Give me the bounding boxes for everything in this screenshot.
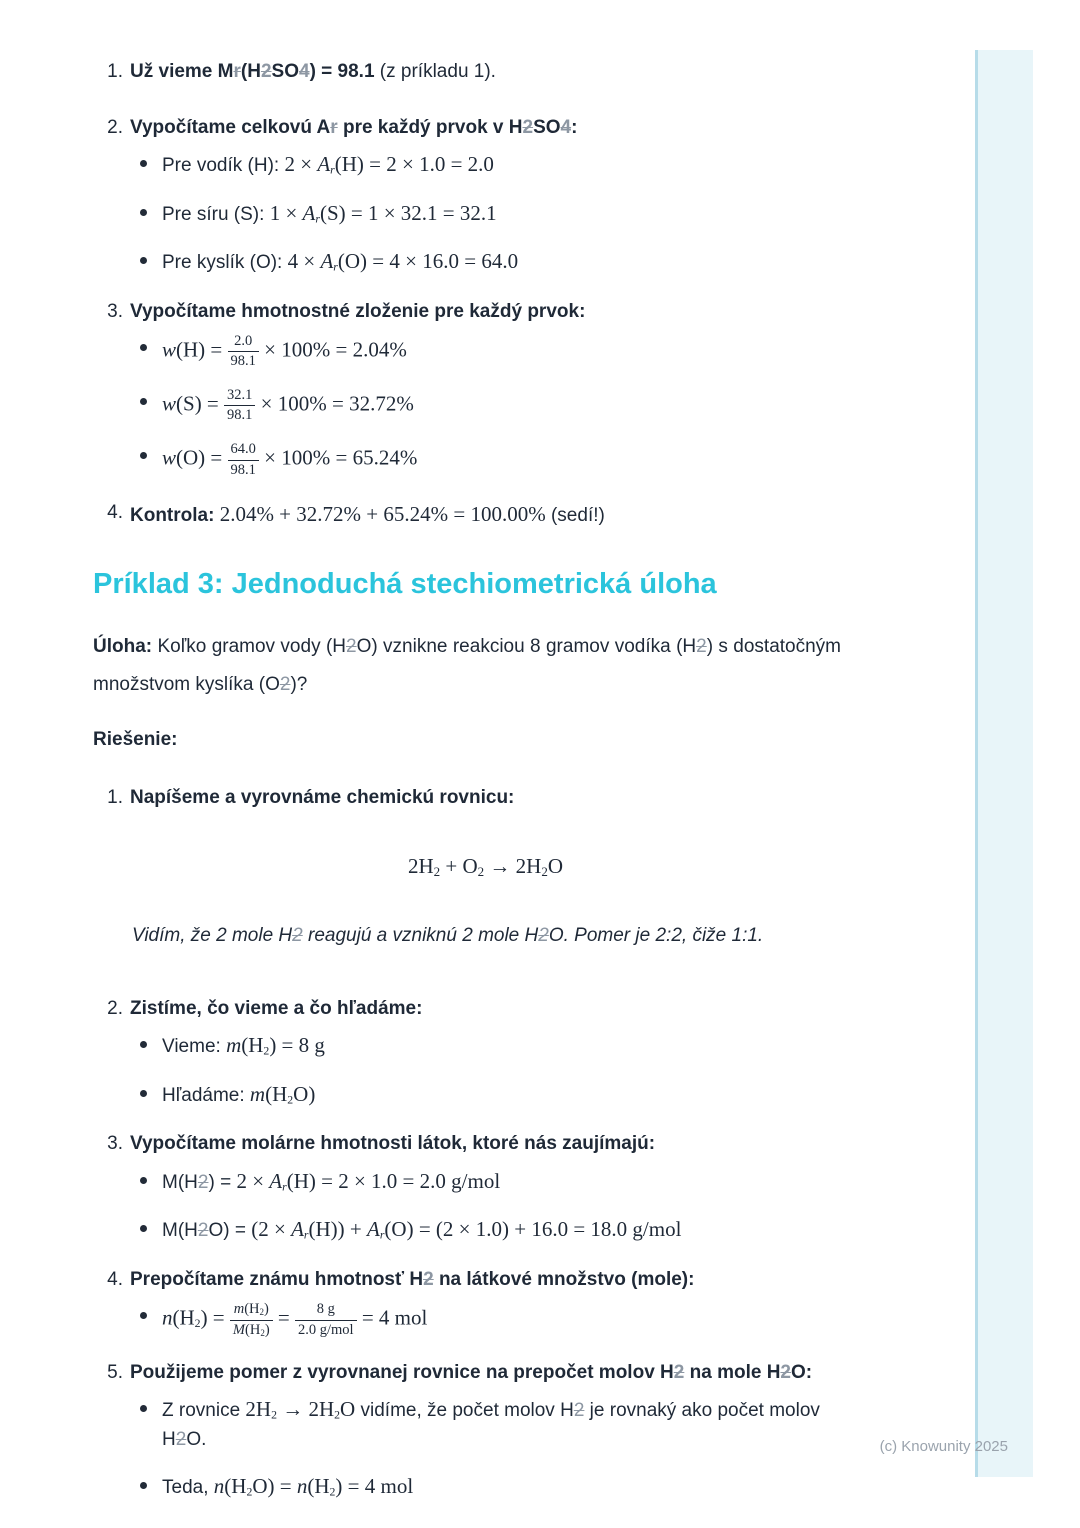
fraction-numerator [224, 387, 255, 406]
text-segment: Koľko gramov vody (H [152, 635, 346, 657]
text-segment: O [340, 1397, 356, 1422]
bullet-item [140, 149, 841, 181]
fraction [295, 1301, 357, 1338]
text-segment: 2 × [236, 1168, 270, 1193]
text-segment: w [162, 446, 177, 471]
text-segment: n [162, 1306, 173, 1331]
chemical-equation [130, 851, 841, 883]
text-segment: pre každý prvok v H [337, 116, 523, 138]
text-segment: w [162, 391, 177, 416]
text-segment: 98.1 [230, 353, 256, 370]
bullet-text [162, 441, 841, 478]
bullet-text [162, 246, 841, 278]
text-segment: M(H [162, 1171, 198, 1193]
text-segment: A [317, 152, 331, 176]
text-segment: Vypočítame hmotnostné zloženie pre každý prvok: [130, 300, 586, 322]
copyright-footer: (c) Knowunity 2025 [879, 1438, 1008, 1455]
text-segment: (H) = 2 × 1.0 = 2.0 g/mol [286, 1168, 501, 1193]
bullet-icon [140, 1177, 147, 1184]
text-segment: m [249, 1081, 266, 1106]
text-segment: ) = [200, 1306, 230, 1331]
text-segment: vidíme, že počet molov H [355, 1400, 574, 1422]
bullet-text [162, 1394, 841, 1454]
fraction-numerator [228, 441, 259, 460]
text-segment: O. Pomer je 2:2, čiže 1:1. [548, 925, 764, 947]
text-segment: ) [264, 1321, 270, 1338]
fraction [224, 387, 255, 424]
subscript-marker: 4 [560, 116, 572, 138]
bullet-text [162, 1214, 841, 1246]
text-segment: → 2H [276, 1397, 335, 1422]
list-number: 1. [107, 787, 123, 809]
text-segment: ) = 4 mol [335, 1474, 414, 1499]
text-segment: 4 × [287, 249, 321, 273]
text-segment: O) = [208, 1220, 252, 1242]
text-segment: 32.1 [227, 387, 253, 404]
list-item [93, 784, 841, 975]
ordered-list [93, 58, 841, 537]
bullet-item [140, 1471, 841, 1503]
text-segment: 2 [287, 1093, 294, 1107]
list-item [93, 1266, 841, 1339]
text-segment: r [379, 1229, 385, 1243]
subscript-marker: 2 [522, 116, 534, 138]
text-segment: 2 [263, 1045, 270, 1059]
text-segment: Vypočítame celkovú A [130, 116, 331, 138]
text-segment: (H) = 2 × 1.0 = 2.0 [334, 152, 494, 176]
text-segment: A [367, 1217, 380, 1242]
text-segment: 2 [260, 1327, 265, 1338]
bullet-icon [140, 209, 147, 216]
list-item [93, 995, 841, 1111]
bullet-icon [140, 398, 147, 405]
bullet-text [162, 1471, 841, 1503]
text-segment: 2 [259, 1307, 264, 1318]
bullet-text [162, 1301, 841, 1338]
text-segment: r [330, 163, 335, 177]
text-segment: 2.0 g/mol [298, 1321, 354, 1338]
bullet-text [162, 1166, 841, 1198]
text-segment: 2H [407, 853, 434, 878]
fraction-denominator [228, 461, 259, 479]
subscript-marker: 2 [197, 1171, 209, 1193]
text-segment: (H [224, 1474, 247, 1499]
text-segment: M [232, 1321, 245, 1338]
text-segment: r [315, 212, 320, 226]
list-item-body [130, 995, 841, 1111]
bullet-text [162, 1079, 841, 1111]
text-segment: 64.0 [230, 441, 256, 458]
text-segment: + O [440, 853, 478, 878]
text-segment: : [571, 116, 578, 138]
text-segment: O [547, 853, 564, 878]
text-segment: Teda, [162, 1477, 214, 1499]
text-segment: Z rovnice [162, 1400, 246, 1422]
list-number: 4. [107, 1268, 123, 1290]
subscript-marker: 2 [346, 635, 357, 657]
text-segment: (H [241, 1033, 264, 1058]
text-segment: n [296, 1474, 308, 1499]
solution-label [93, 726, 841, 755]
text-segment: r [333, 260, 338, 274]
text-segment: 2.04% + 32.72% + 65.24% = 100.00% [214, 501, 546, 526]
text-segment: (H [240, 61, 261, 82]
text-segment: SO [533, 116, 561, 138]
list-item-body [130, 1359, 841, 1503]
list-item-body [130, 499, 841, 538]
text-segment: (H [245, 1321, 261, 1338]
text-segment: (O) = 4 × 16.0 = 64.0 [337, 249, 519, 273]
text-segment: 2 [329, 1485, 336, 1499]
bullet-text [162, 387, 841, 424]
fraction [228, 333, 259, 370]
list-item-body [130, 114, 841, 278]
text-segment: m [226, 1033, 242, 1058]
bullet-item [140, 1214, 841, 1246]
text-segment: × 100% = 65.24% [258, 446, 418, 471]
list-item [93, 1130, 841, 1246]
text-segment: Riešenie: [93, 728, 178, 750]
text-segment: Kontrola: [130, 504, 215, 526]
list-item [93, 298, 841, 479]
bullet-item [140, 441, 841, 478]
text-segment: 2.0 [234, 333, 253, 349]
text-segment: O) = [252, 1474, 297, 1499]
text-segment: (H [307, 1474, 330, 1499]
text-segment: A [302, 200, 316, 225]
bullet-item [140, 333, 841, 370]
text-segment: Vieme: [162, 1036, 227, 1058]
text-segment: Pre síru (S): [162, 203, 270, 225]
text-segment: ) [264, 1301, 269, 1318]
text-segment: na mole H [684, 1361, 781, 1383]
text-segment: r [282, 1180, 287, 1194]
text-segment: (H)) + [308, 1217, 367, 1242]
text-segment: Použijeme pomer z vyrovnanej rovnice na prepočet molov H [130, 1361, 674, 1383]
list-item-title [130, 995, 841, 1024]
text-segment: na látkové množstvo (mole): [433, 1268, 695, 1290]
text-segment: 1 × [269, 200, 303, 225]
text-segment: Úloha: [93, 635, 153, 657]
bullet-item [140, 1079, 841, 1111]
list-item [93, 58, 841, 94]
subscript-marker: 2 [538, 925, 549, 947]
bullet-item [140, 1394, 841, 1454]
subscript-marker: r [330, 116, 338, 138]
bullet-icon [140, 1312, 147, 1319]
text-segment: Hľadáme: [162, 1084, 250, 1106]
subscript-marker: 2 [573, 1400, 585, 1422]
text-segment: A [291, 1217, 304, 1242]
bullet-text [162, 149, 841, 181]
list-item-title [130, 1266, 841, 1295]
text-segment: ) = 8 g [269, 1033, 325, 1058]
subscript-marker: 2 [673, 1361, 685, 1383]
text-segment: A [320, 249, 334, 273]
subscript-marker: 2 [260, 61, 272, 82]
subscript-marker: 2 [423, 1268, 434, 1290]
text-segment: ) = 98.1 [309, 61, 375, 82]
text-segment: → 2H [484, 853, 542, 878]
text-segment: 98.1 [230, 461, 256, 478]
bullet-icon [140, 452, 147, 459]
subscript-marker: 4 [298, 61, 310, 82]
text-segment: 2 [246, 1485, 253, 1499]
text-segment: 2 [334, 1408, 341, 1422]
fraction-denominator [224, 406, 255, 424]
text-segment: Pre vodík (H): [162, 155, 285, 176]
list-item-title [130, 58, 841, 87]
subscript-marker: r [233, 61, 241, 82]
text-segment: (2 × [251, 1217, 292, 1242]
fraction-denominator [295, 1321, 357, 1339]
text-segment: Prepočítame známu hmotnosť H [130, 1268, 424, 1290]
bullet-icon [140, 1090, 147, 1097]
fraction-denominator [230, 1321, 273, 1339]
subscript-marker: 2 [279, 673, 291, 695]
bullet-item [140, 198, 841, 230]
text-segment: Napíšeme a vyrovnáme chemickú rovnicu: [130, 787, 515, 809]
text-segment: ) = [208, 1171, 237, 1193]
fraction-numerator [228, 333, 259, 352]
text-segment: r [303, 1229, 309, 1243]
document-content [93, 58, 841, 1523]
list-item [93, 1359, 841, 1503]
text-segment: O) vznikne reakciou 8 gramov vodíka (H [356, 635, 697, 657]
list-item-body [130, 58, 841, 94]
text-segment: (O) = (2 × 1.0) + 16.0 = 18.0 g/mol [384, 1217, 682, 1242]
fraction [230, 1301, 273, 1338]
text-segment: O) [293, 1081, 316, 1106]
list-number: 3. [107, 1133, 123, 1155]
section-heading: Príklad 3: Jednoduchá stechiometrická úloha [93, 568, 717, 601]
list-item [93, 499, 841, 538]
bullet-icon [140, 1405, 147, 1412]
text-segment: 2 [477, 863, 485, 879]
text-segment: O. [186, 1428, 207, 1450]
text-segment: 2 × [284, 152, 318, 176]
text-segment: n [213, 1474, 225, 1499]
bullet-icon [140, 1225, 147, 1232]
fraction-denominator [228, 352, 259, 370]
list-item-title [130, 1130, 841, 1159]
list-item-title [130, 784, 841, 813]
bullet-item [140, 1030, 841, 1062]
text-segment: (H) = [176, 337, 228, 362]
text-segment: 2 [194, 1317, 201, 1331]
bullet-icon [140, 160, 147, 167]
text-segment: Vypočítame molárne hmotnosti látok, ktoré nás zaujímajú: [130, 1133, 656, 1155]
text-segment: m [233, 1301, 245, 1318]
list-item-body [130, 1266, 841, 1339]
text-segment: A [269, 1168, 283, 1193]
text-segment: (S) = 1 × 32.1 = 32.1 [319, 200, 497, 225]
text-segment: × 100% = 32.72% [255, 391, 414, 416]
list-number: 2. [107, 116, 123, 138]
text-segment: 2 [271, 1408, 277, 1422]
list-item [93, 114, 841, 278]
text-segment: 8 g [316, 1301, 335, 1318]
text-segment: w [162, 337, 177, 362]
bullet-item [140, 246, 841, 278]
subscript-marker: 2 [175, 1428, 187, 1450]
bullet-item [140, 1301, 841, 1338]
list-item-title [130, 298, 841, 327]
text-segment: Pre kyslík (O): [162, 252, 288, 273]
text-segment: 98.1 [227, 407, 253, 424]
fraction-numerator [230, 1301, 273, 1320]
italic-note [132, 922, 841, 951]
ordered-list [93, 784, 841, 1502]
text-segment: SO [271, 61, 299, 82]
text-segment: = 4 mol [356, 1306, 428, 1331]
text-segment: (H [244, 1301, 260, 1318]
text-segment: reagujú a vzniknú 2 mole H [302, 925, 539, 947]
bullet-icon [140, 1041, 147, 1048]
list-item-title [130, 114, 841, 143]
text-segment: 2 [433, 863, 441, 879]
text-segment: Už vieme M [130, 61, 234, 82]
text-segment: M(H [162, 1220, 198, 1242]
list-item-title [130, 499, 841, 531]
list-item-title [130, 1359, 841, 1388]
list-item-body [130, 784, 841, 975]
bullet-item [140, 387, 841, 424]
text-segment: (S) = [176, 391, 225, 416]
text-segment: (H [265, 1081, 288, 1106]
text-segment: Zistíme, čo vieme a čo hľadáme: [130, 997, 423, 1019]
bullet-icon [140, 257, 147, 264]
list-number: 1. [107, 61, 123, 82]
text-segment: = [272, 1306, 295, 1331]
list-number: 3. [107, 300, 123, 322]
list-item-body [130, 298, 841, 479]
list-number: 4. [107, 501, 123, 523]
subscript-marker: 2 [780, 1361, 791, 1383]
subscript-marker: 2 [197, 1220, 209, 1242]
fraction [228, 441, 259, 478]
list-item-body [130, 1130, 841, 1246]
text-segment: 2 [541, 863, 548, 879]
fraction-numerator [295, 1301, 357, 1320]
subscript-marker: 2 [696, 635, 707, 657]
list-number: 2. [107, 997, 123, 1019]
text-segment: (H [172, 1306, 195, 1331]
text-segment: × 100% = 2.04% [258, 337, 407, 362]
bullet-text [162, 1030, 841, 1062]
text-segment: 2H [245, 1397, 272, 1422]
text-segment: O: [791, 1361, 813, 1383]
bullet-icon [140, 344, 147, 351]
bullet-icon [140, 1482, 147, 1489]
bullet-text [162, 198, 841, 230]
text-segment: Vidím, že 2 mole H [132, 925, 293, 947]
text-segment: (O) = [176, 446, 228, 471]
text-segment: )? [290, 673, 308, 695]
text-segment: je rovnaký ako počet molov H [162, 1400, 820, 1450]
subscript-marker: 2 [292, 925, 303, 947]
side-stripe [975, 50, 1033, 1477]
text-segment: (sedí!) [545, 504, 605, 526]
list-number: 5. [107, 1361, 123, 1383]
text-segment: (z príkladu 1). [374, 61, 496, 82]
text-segment: ) s dostatočným množstvom kyslíka (O [93, 635, 841, 695]
bullet-text [162, 333, 841, 370]
task-paragraph [93, 628, 841, 704]
bullet-item [140, 1166, 841, 1198]
